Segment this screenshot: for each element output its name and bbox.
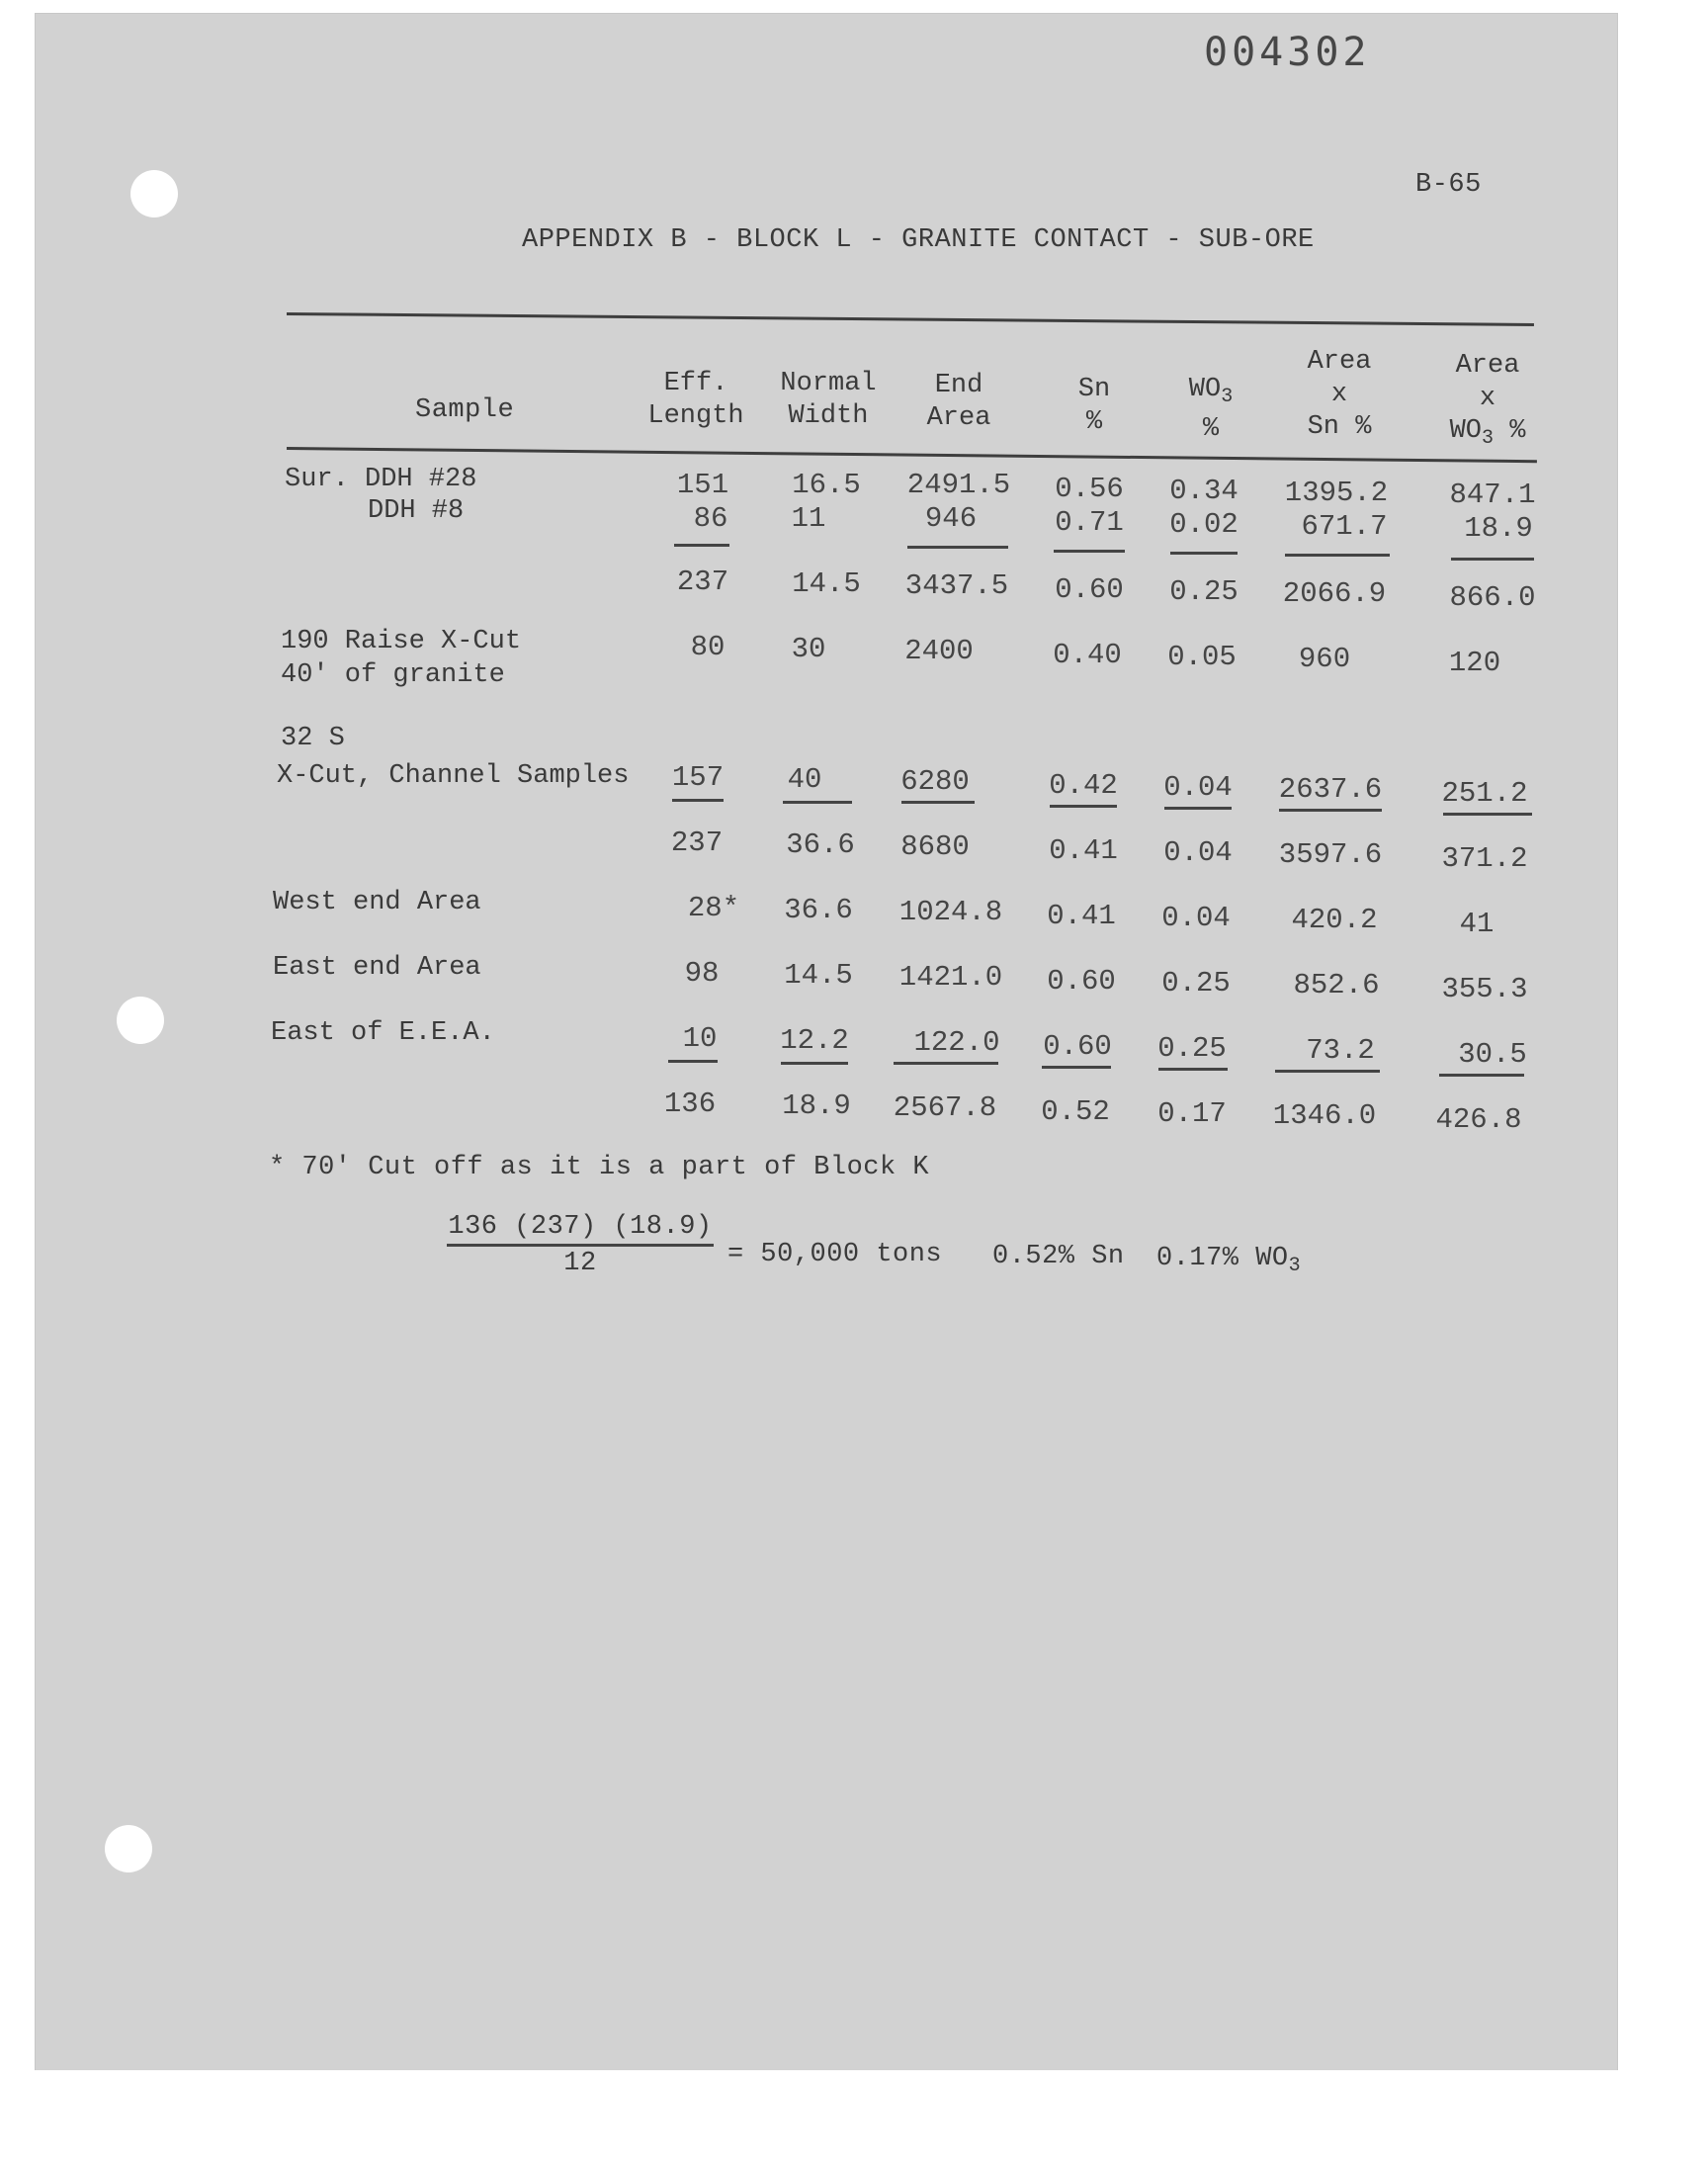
- document-number: 004302: [1204, 30, 1371, 75]
- cell-ddh28-area-sn: 1395.2: [1284, 477, 1389, 509]
- cell-raise-eff: 80: [690, 631, 726, 663]
- underline: [1158, 1068, 1228, 1071]
- cell-east-wo3: 0.25: [1161, 967, 1231, 1000]
- col-eff-length: Eff. Length: [647, 369, 744, 431]
- underline: [672, 799, 724, 802]
- cell-ddh8-area-wo3: 18.9: [1464, 512, 1533, 545]
- cell-west-area-wo3: 41: [1459, 908, 1494, 940]
- cell-sub2-area: 8680: [900, 830, 970, 863]
- underline: [1275, 1070, 1380, 1073]
- underline: [1170, 552, 1238, 555]
- cell-sub2-width: 36.6: [786, 828, 855, 861]
- cell-xcut-eff: 157: [671, 761, 725, 794]
- underline: [674, 544, 729, 547]
- col-area-x-wo3: Area x $WO_3$ %: [1449, 351, 1526, 450]
- underline: [781, 1062, 848, 1065]
- formula-numerator: 136 (237) (18.9): [448, 1212, 713, 1242]
- cell-ddh28-wo3: 0.34: [1169, 475, 1238, 507]
- cell-raise-area-sn: 960: [1298, 643, 1351, 675]
- col-wo3-pct: $WO_3$ %: [1188, 375, 1234, 444]
- cell-west-area-sn: 420.2: [1291, 904, 1378, 936]
- label-west-end: West end Area: [273, 888, 481, 917]
- cell-total-wo3: 0.17: [1157, 1097, 1227, 1130]
- underline: [901, 801, 975, 804]
- cell-ddh28-area: 2491.5: [906, 469, 1011, 501]
- cell-eea-sn: 0.60: [1043, 1030, 1112, 1063]
- cell-east-area: 1421.0: [898, 961, 1003, 994]
- label-east-of-eea: East of E.E.A.: [271, 1018, 495, 1048]
- cell-sub1-eff: 237: [676, 566, 729, 598]
- label-190-raise: 190 Raise X-Cut: [281, 627, 522, 656]
- cell-east-area-wo3: 355.3: [1441, 973, 1528, 1005]
- cell-xcut-width: 40: [787, 763, 822, 796]
- cell-ddh8-eff: 86: [693, 502, 728, 535]
- underline: [1443, 813, 1532, 816]
- col-area-x-sn: Area x Sn %: [1307, 347, 1372, 442]
- underline: [907, 546, 1008, 549]
- label-32s: 32 S: [281, 724, 345, 753]
- cell-west-area: 1024.8: [898, 896, 1003, 928]
- underline: [1050, 805, 1117, 808]
- underline: [783, 801, 852, 804]
- underline: [1054, 550, 1125, 553]
- page-title: APPENDIX B - BLOCK L - GRANITE CONTACT - SUB-ORE: [522, 225, 1315, 255]
- cell-east-width: 14.5: [784, 959, 853, 992]
- cell-ddh28-area-wo3: 847.1: [1449, 478, 1536, 511]
- page-id: B-65: [1415, 170, 1482, 200]
- cell-ddh8-width: 11: [791, 502, 826, 535]
- cell-west-width: 36.6: [784, 894, 853, 926]
- cell-ddh8-sn: 0.71: [1055, 506, 1124, 539]
- cell-east-area-sn: 852.6: [1293, 969, 1380, 1001]
- cell-total-area-wo3: 426.8: [1435, 1103, 1522, 1136]
- cell-east-sn: 0.60: [1047, 965, 1116, 998]
- underline: [894, 1062, 998, 1065]
- cell-xcut-sn: 0.42: [1049, 769, 1118, 802]
- formula-result: = 50,000 tons: [727, 1240, 943, 1269]
- cell-sub2-eff: 237: [670, 826, 724, 859]
- underline: [1451, 558, 1534, 561]
- cell-total-area: 2567.8: [893, 1091, 997, 1124]
- cell-west-sn: 0.41: [1047, 900, 1116, 932]
- cell-total-area-sn: 1346.0: [1272, 1099, 1377, 1132]
- formula-sn: 0.52% Sn: [992, 1242, 1125, 1271]
- scan-margin: [0, 2070, 1708, 2175]
- label-ddh-8: DDH #8: [368, 496, 465, 526]
- cell-ddh28-sn: 0.56: [1055, 473, 1124, 505]
- col-sn-pct: Sn %: [1077, 375, 1111, 437]
- underline: [1285, 554, 1390, 557]
- label-40-granite: 40' of granite: [281, 660, 505, 690]
- cell-xcut-area: 6280: [900, 765, 970, 798]
- col-normal-width: Normal Width: [780, 369, 877, 431]
- cell-eea-eff: 10: [682, 1022, 718, 1055]
- col-end-area: End Area: [926, 371, 991, 433]
- underline: [1164, 807, 1232, 810]
- cell-ddh8-area-sn: 671.7: [1301, 510, 1388, 543]
- fraction-bar: [447, 1244, 714, 1247]
- formula-wo3: 0.17% $WO_3$: [1156, 1244, 1302, 1277]
- cell-east-eff: 98: [684, 957, 720, 990]
- underline: [1439, 1074, 1524, 1077]
- cell-eea-area-wo3: 30.5: [1458, 1038, 1527, 1071]
- cell-sub1-width: 14.5: [792, 567, 861, 600]
- cell-eea-wo3: 0.25: [1157, 1032, 1227, 1065]
- cell-sub1-area-sn: 2066.9: [1282, 577, 1387, 610]
- cell-raise-width: 30: [791, 633, 826, 665]
- cell-eea-area: 122.0: [913, 1026, 1000, 1059]
- cell-total-sn: 0.52: [1041, 1095, 1110, 1128]
- cell-ddh8-area: 946: [924, 502, 978, 535]
- formula-fraction: [447, 1212, 714, 1278]
- cell-total-width: 18.9: [782, 1089, 851, 1122]
- cell-total-eff: 136: [663, 1088, 717, 1120]
- cell-raise-area-wo3: 120: [1448, 647, 1501, 679]
- cell-sub2-wo3: 0.04: [1163, 836, 1233, 869]
- label-sur-ddh-28: Sur. DDH #28: [285, 465, 477, 494]
- underline: [1042, 1066, 1111, 1069]
- cell-west-wo3: 0.04: [1161, 902, 1231, 934]
- cell-sub2-area-sn: 3597.6: [1278, 838, 1383, 871]
- cell-sub1-sn: 0.60: [1055, 573, 1124, 606]
- cell-raise-area: 2400: [904, 635, 974, 667]
- punch-hole-top: [130, 170, 178, 218]
- label-east-end: East end Area: [273, 953, 481, 983]
- cell-ddh8-wo3: 0.02: [1169, 508, 1238, 541]
- cell-sub1-area-wo3: 866.0: [1449, 581, 1536, 614]
- cell-eea-width: 12.2: [780, 1024, 849, 1057]
- punch-hole-bottom: [105, 1825, 152, 1872]
- cell-ddh28-eff: 151: [676, 469, 729, 501]
- footnote: * 70' Cut off as it is a part of Block K: [269, 1153, 930, 1182]
- cell-eea-area-sn: 73.2: [1306, 1034, 1375, 1067]
- label-xcut-channel: X-Cut, Channel Samples: [277, 761, 630, 791]
- punch-hole-middle: [117, 997, 164, 1044]
- cell-raise-sn: 0.40: [1053, 639, 1122, 671]
- col-sample: Sample: [415, 395, 515, 425]
- cell-sub2-area-wo3: 371.2: [1441, 842, 1528, 875]
- cell-raise-wo3: 0.05: [1167, 641, 1237, 673]
- cell-sub1-area: 3437.5: [904, 569, 1009, 602]
- cell-west-eff: 28*: [687, 892, 740, 924]
- cell-sub2-sn: 0.41: [1049, 834, 1118, 867]
- cell-xcut-area-wo3: 251.2: [1441, 777, 1528, 810]
- underline: [1279, 809, 1382, 812]
- cell-ddh28-width: 16.5: [792, 469, 861, 501]
- cell-xcut-area-sn: 2637.6: [1278, 773, 1383, 806]
- formula-denominator: 12: [563, 1249, 597, 1278]
- cell-sub1-wo3: 0.25: [1169, 575, 1238, 608]
- cell-xcut-wo3: 0.04: [1163, 771, 1233, 804]
- underline: [668, 1060, 718, 1063]
